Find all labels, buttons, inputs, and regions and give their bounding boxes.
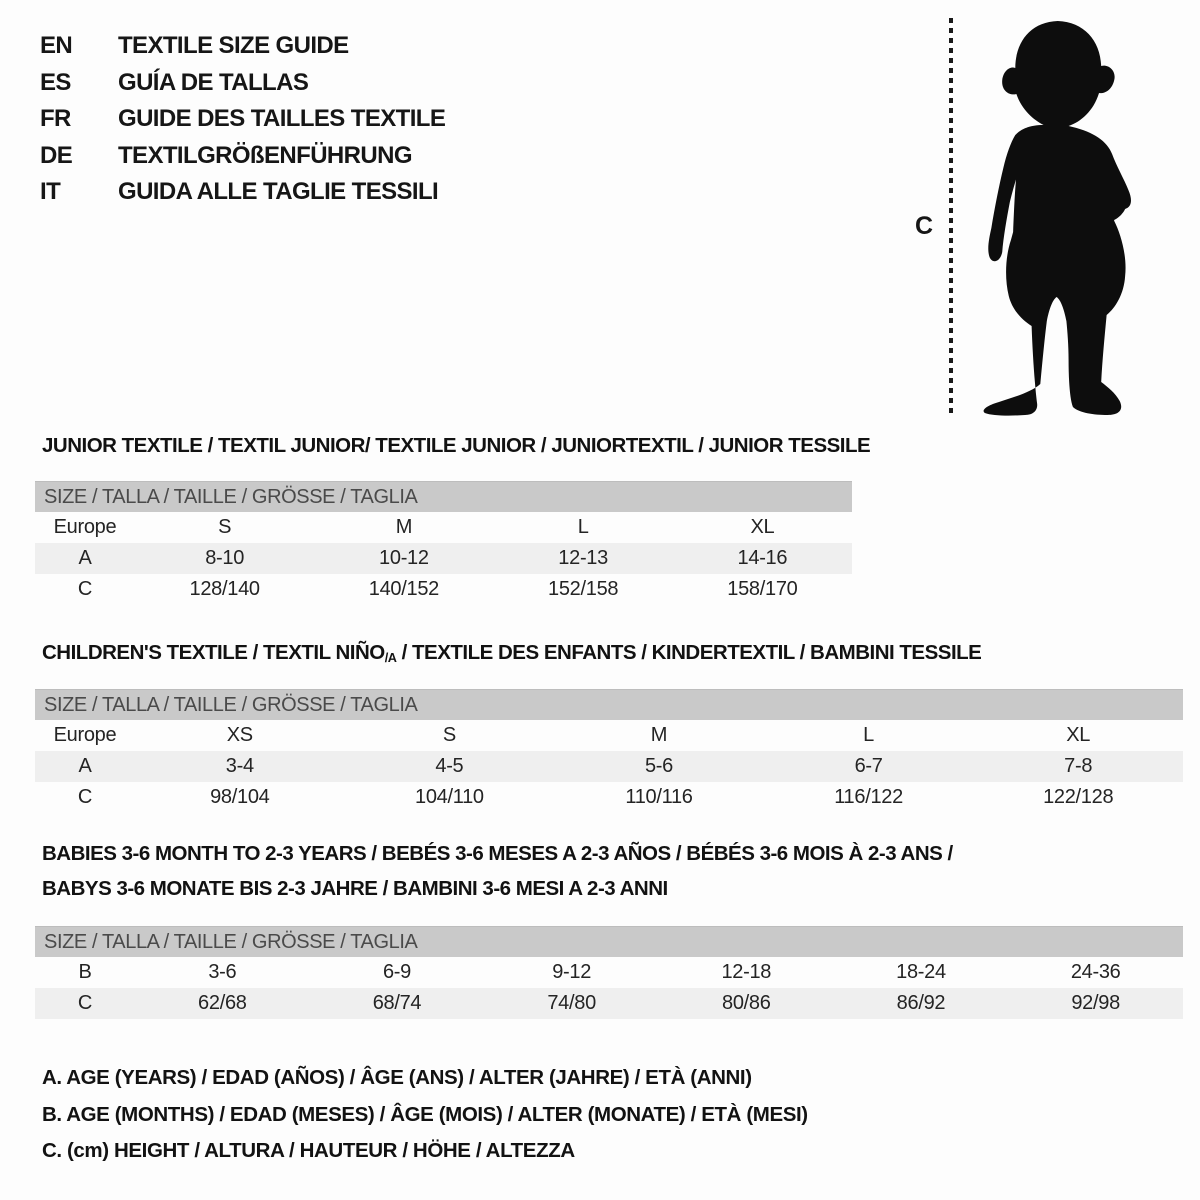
legend-line-b: B. AGE (MONTHS) / EDAD (MESES) / ÂGE (MOIS) / ALTER (MONATE) / ETÀ (MESI) xyxy=(42,1102,808,1126)
cell-value: 12-13 xyxy=(558,547,608,569)
lang-label: TEXTILE SIZE GUIDE xyxy=(118,32,349,60)
cell-value: 122/128 xyxy=(1043,786,1114,808)
children-row-height xyxy=(35,782,1183,813)
cell-value: 12-18 xyxy=(721,961,772,983)
cell-value: 18-24 xyxy=(896,961,946,983)
children-columns-row xyxy=(35,720,1183,751)
cell-value: 14-16 xyxy=(737,547,788,569)
lang-label: GUÍA DE TALLAS xyxy=(118,68,309,96)
toddler-silhouette-image xyxy=(962,16,1136,418)
cell-value: 104/110 xyxy=(415,786,484,808)
cell-value: 86/92 xyxy=(896,992,946,1014)
cell-value: 4-5 xyxy=(435,755,464,777)
children-title-main: CHILDREN'S TEXTILE / TEXTIL NIÑO xyxy=(42,641,385,664)
legend xyxy=(42,1066,808,1176)
babies-size-table xyxy=(35,926,1183,1019)
cell-value: 6-7 xyxy=(854,755,883,777)
junior-col-size: M xyxy=(395,516,413,538)
legend-line-a: A. AGE (YEARS) / EDAD (AÑOS) / ÂGE (ANS) / ALTER (JAHRE) / ETÀ (ANNI) xyxy=(42,1066,752,1089)
children-size-table-header: SIZE / TALLA / TAILLE / GRÖSSE / TAGLIA xyxy=(35,689,1183,720)
cell-value: 116/122 xyxy=(834,786,903,808)
cell-value: 6-9 xyxy=(382,961,411,983)
row-label: A xyxy=(78,547,92,569)
junior-section-title: JUNIOR TEXTILE / TEXTIL JUNIOR/ TEXTILE JUNIOR / JUNIORTEXTIL / JUNIOR TESSILE xyxy=(42,434,871,457)
language-guide-list xyxy=(40,28,445,211)
babies-section-title-line1: BABIES 3-6 MONTH TO 2-3 YEARS / BEBÉS 3-6 MESES A 2-3 AÑOS / BÉBÉS 3-6 MOIS À 2-3 ANS / xyxy=(42,842,953,865)
lang-row-es xyxy=(40,65,445,102)
junior-size-table xyxy=(35,481,852,605)
cell-value: 10-12 xyxy=(379,547,429,569)
cell-value: 62/68 xyxy=(198,992,247,1014)
children-title-rest: / TEXTILE DES ENFANTS / KINDERTEXTIL / BAMBINI TESSILE xyxy=(396,641,982,664)
row-label: C xyxy=(77,786,93,808)
junior-columns-row xyxy=(35,512,852,543)
cell-value: 3-6 xyxy=(208,961,237,983)
junior-row-age xyxy=(35,543,852,574)
cell-value: 92/98 xyxy=(1071,992,1120,1014)
junior-col-region: Europe xyxy=(53,516,117,538)
lang-label: TEXTILGRÖßENFÜHRUNG xyxy=(118,141,412,169)
cell-value: 5-6 xyxy=(644,755,673,777)
junior-col-size: L xyxy=(577,516,589,538)
cell-value: 158/170 xyxy=(727,578,798,600)
legend-line-c: C. (cm) HEIGHT / ALTURA / HAUTEUR / HÖHE / ALTEZZA xyxy=(42,1139,575,1162)
children-col-size: XL xyxy=(1066,724,1091,746)
cell-value: 152/158 xyxy=(548,578,619,600)
row-label: C xyxy=(77,578,93,600)
lang-row-it xyxy=(40,174,445,211)
children-col-size: M xyxy=(650,724,668,746)
cell-value: 24-36 xyxy=(1070,961,1121,983)
cell-value: 74/80 xyxy=(547,992,596,1014)
junior-row-height xyxy=(35,574,852,605)
babies-row-height xyxy=(35,988,1183,1019)
cell-value: 3-4 xyxy=(225,755,254,777)
lang-label: GUIDA ALLE TAGLIE TESSILI xyxy=(118,178,439,206)
babies-size-table-header: SIZE / TALLA / TAILLE / GRÖSSE / TAGLIA xyxy=(35,926,1183,957)
lang-row-en xyxy=(40,28,445,65)
children-col-region: Europe xyxy=(53,724,117,746)
cell-value: 9-12 xyxy=(552,961,592,983)
children-col-size: L xyxy=(863,724,874,746)
row-label: B xyxy=(78,961,92,983)
cell-value: 80/86 xyxy=(722,992,771,1014)
cell-value: 8-10 xyxy=(205,547,245,569)
children-section-title xyxy=(42,641,981,665)
lang-code: EN xyxy=(40,32,73,60)
junior-col-size: XL xyxy=(750,516,775,538)
lang-code: DE xyxy=(40,141,73,169)
cell-value: 128/140 xyxy=(189,578,260,600)
children-row-age xyxy=(35,751,1183,782)
cell-value: 7-8 xyxy=(1064,755,1093,777)
row-label: A xyxy=(78,755,92,777)
lang-label: GUIDE DES TAILLES TEXTILE xyxy=(118,105,446,133)
cell-value: 98/104 xyxy=(210,786,270,808)
row-label: C xyxy=(77,992,93,1014)
lang-row-de xyxy=(40,138,445,175)
cell-value: 140/152 xyxy=(368,578,439,600)
height-c-label: C xyxy=(915,212,934,240)
lang-row-fr xyxy=(40,101,445,138)
babies-section-title-line2: BABYS 3-6 MONATE BIS 2-3 JAHRE / BAMBINI 3-6 MESI A 2-3 ANNI xyxy=(42,877,668,900)
children-title-sub: /A xyxy=(384,649,397,665)
cell-value: 68/74 xyxy=(372,992,422,1014)
children-size-table xyxy=(35,689,1183,813)
cell-value: 110/116 xyxy=(625,786,693,808)
lang-code: IT xyxy=(40,178,61,206)
junior-col-size: S xyxy=(218,516,232,538)
junior-size-table-header: SIZE / TALLA / TAILLE / GRÖSSE / TAGLIA xyxy=(35,481,852,512)
height-dashed-line xyxy=(949,18,953,416)
babies-row-months xyxy=(35,957,1183,988)
children-col-size: XS xyxy=(226,724,253,746)
lang-code: ES xyxy=(40,68,71,96)
children-col-size: S xyxy=(442,724,456,746)
lang-code: FR xyxy=(40,105,71,133)
